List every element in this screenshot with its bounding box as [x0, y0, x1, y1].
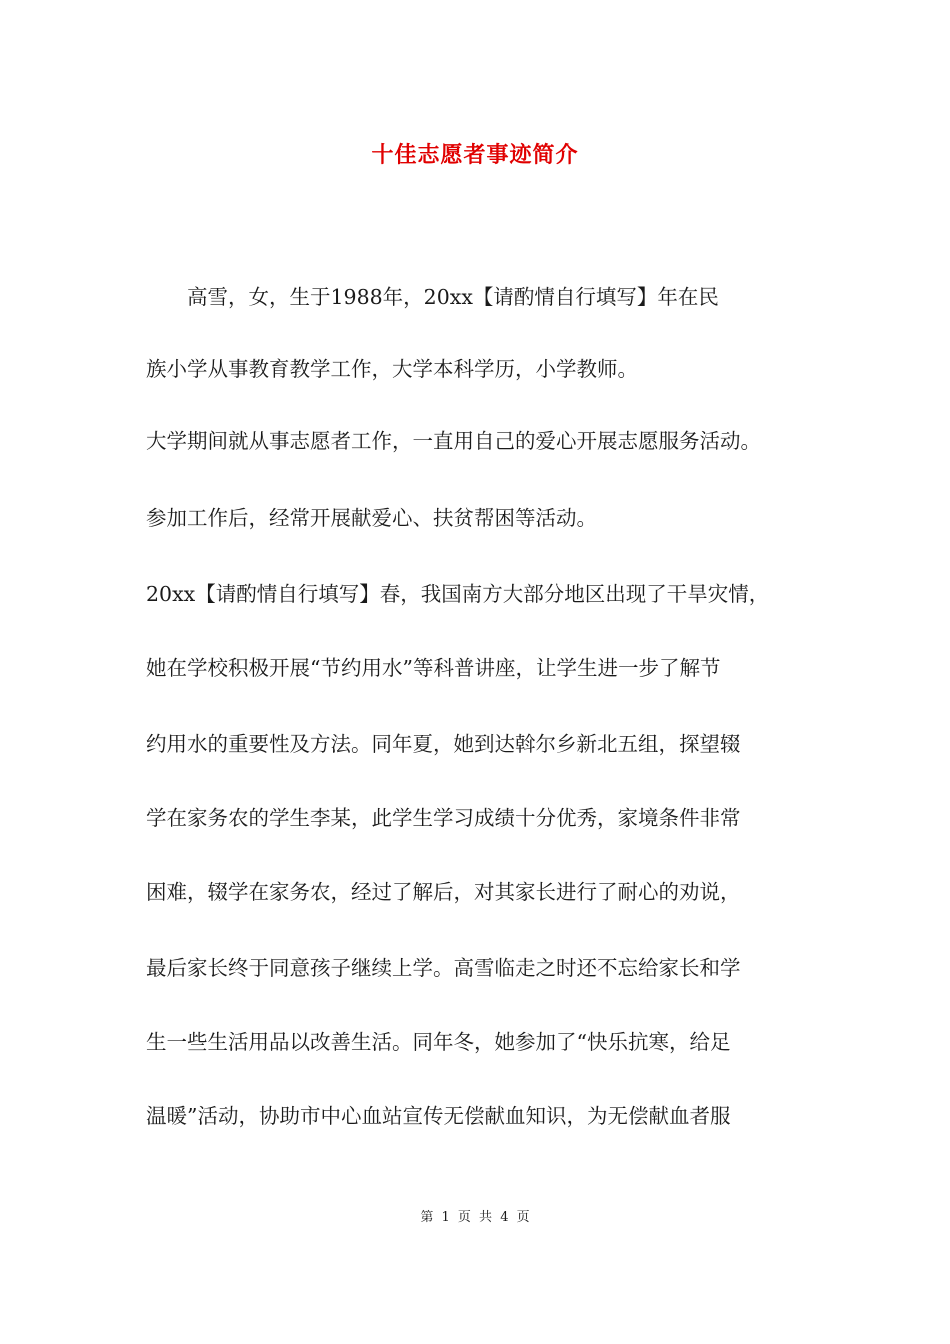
- body-line: 生一些生活用品以改善生活。同年冬，她参加了“快乐抗寒，给足: [146, 1030, 731, 1054]
- body-line: 最后家长终于同意孩子继续上学。高雪临走之时还不忘给家长和学: [146, 956, 741, 980]
- body-line: 大学期间就从事志愿者工作，一直用自己的爱心开展志愿服务活动。: [146, 429, 761, 453]
- body-line: 她在学校积极开展“节约用水”等科普讲座，让学生进一步了解节: [146, 656, 721, 680]
- body-line: 学在家务农的学生李某，此学生学习成绩十分优秀，家境条件非常: [146, 806, 741, 830]
- body-line: 困难，辍学在家务农，经过了解后，对其家长进行了耐心的劝说，: [146, 880, 741, 904]
- document-title: 十佳志愿者事迹简介: [371, 142, 579, 168]
- body-line: 参加工作后，经常开展献爱心、扶贫帮困等活动。: [146, 506, 597, 530]
- body-line: 温暖”活动，协助市中心血站宣传无偿献血知识，为无偿献血者服: [146, 1104, 731, 1128]
- body-line: 族小学从事教育教学工作，大学本科学历，小学教师。: [146, 357, 638, 381]
- body-line: 高雪，女，生于1988年，20xx【请酌情自行填写】年在民: [146, 285, 719, 309]
- body-line: 约用水的重要性及方法。同年夏，她到达斡尔乡新北五组，探望辍: [146, 732, 741, 756]
- body-line: 20xx【请酌情自行填写】春，我国南方大部分地区出现了干旱灾情，: [146, 582, 770, 606]
- page-number-footer: 第 1 页 共 4 页: [420, 1210, 530, 1225]
